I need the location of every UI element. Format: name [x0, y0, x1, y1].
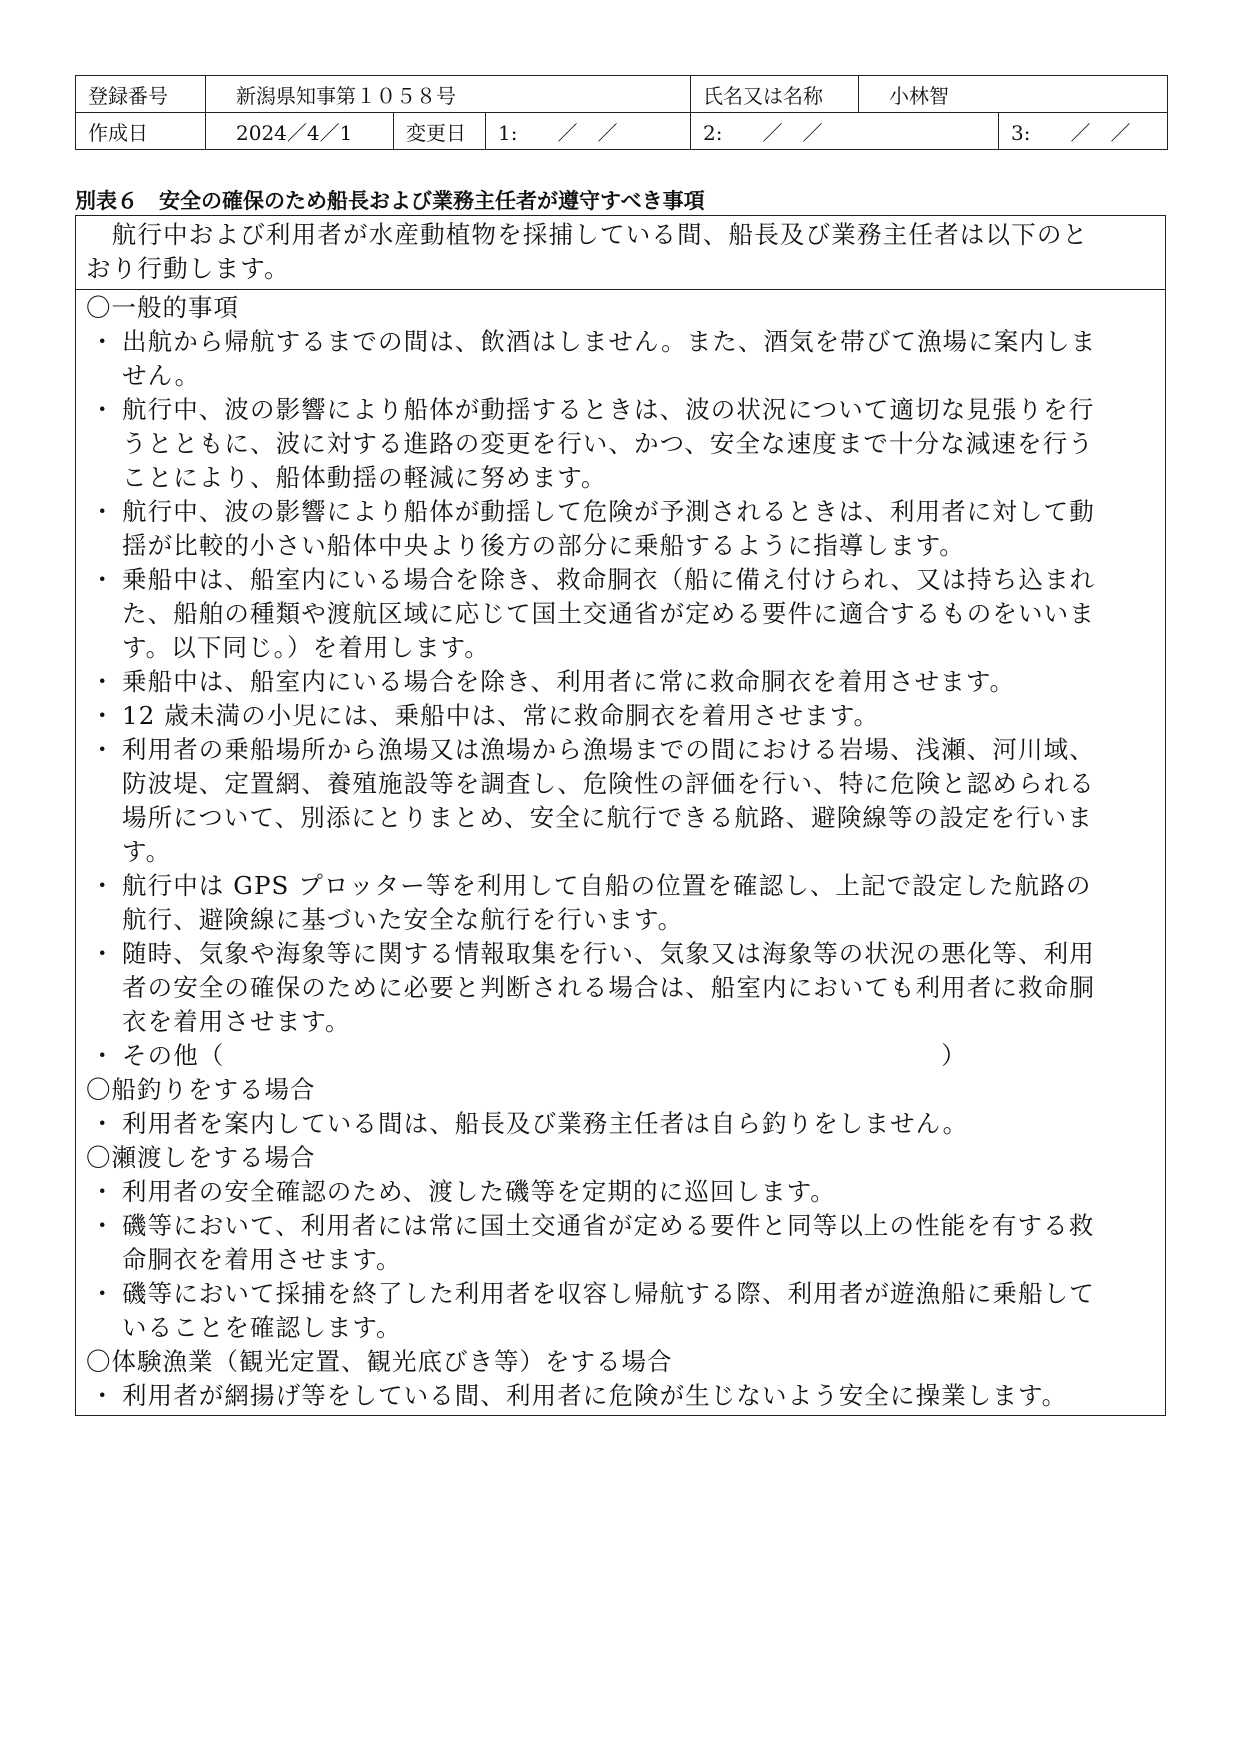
section-heading: 〇体験漁業（観光定置、観光底びき等）をする場合 — [86, 1347, 673, 1376]
bullet-icon: ・ — [90, 1177, 115, 1206]
bullet-icon: ・ — [90, 395, 115, 424]
created-date-value: 2024／4／1 — [206, 113, 394, 150]
bullet-icon: ・ — [90, 735, 115, 764]
bullet-icon: ・ — [90, 1109, 115, 1138]
intro-paragraph — [76, 216, 1165, 290]
bullet-icon: ・ — [90, 1381, 115, 1410]
rule-text-line: 出航から帰航するまでの間は、飲酒はしません。また、酒気を帯びて漁場に案内しま — [122, 327, 1097, 356]
rule-text-line: ことにより、船体動揺の軽減に努めます。 — [122, 463, 607, 492]
rule-text-line: 揺が比較的小さい船体中央より後方の部分に乗船するように指導します。 — [122, 531, 965, 560]
rule-text-line: 乗船中は、船室内にいる場合を除き、救命胴衣（船に備え付けられ、又は持ち込まれ — [122, 565, 1096, 594]
rule-item — [86, 665, 1155, 699]
rule-text — [122, 1379, 1155, 1413]
rule-text-line: うとともに、波に対する進路の変更を行い、かつ、安全な速度まで十分な減速を行う — [122, 429, 1094, 458]
rule-text — [122, 563, 1155, 665]
bullet-icon: ・ — [90, 1211, 115, 1240]
bullet-icon: ・ — [90, 497, 115, 526]
rule-text-line: 航行中、波の影響により船体が動揺するときは、波の状況について適切な見張りを行 — [122, 395, 1095, 424]
rule-text-line: た、船舶の種類や渡航区域に応じて国土交通省が定める要件に適合するものをいいま — [122, 599, 1095, 628]
rule-text-line: 航行中、波の影響により船体が動揺して危険が予測されるときは、利用者に対して動 — [122, 497, 1095, 526]
rule-item — [86, 1209, 1155, 1277]
rule-text — [122, 495, 1155, 563]
rule-text-line: 12 歳未満の小児には、乗船中は、常に救命胴衣を着用させます。 — [122, 701, 880, 730]
bullet-icon: ・ — [90, 871, 115, 900]
rule-text — [122, 699, 1155, 733]
change-date-1: 1: ／ ／ — [486, 113, 691, 150]
rule-text-line: 磯等において採捕を終了した利用者を収容し帰航する際、利用者が遊漁船に乗船して — [122, 1279, 1095, 1308]
name-value: 小林智 — [859, 76, 1168, 113]
bullet-icon: ・ — [90, 565, 115, 594]
bullet-icon: ・ — [90, 939, 115, 968]
rule-text — [122, 869, 1155, 937]
rule-text — [122, 733, 1155, 869]
rules-box — [75, 215, 1166, 1416]
rule-text — [122, 325, 1155, 393]
rule-text — [122, 1277, 1155, 1345]
change-date-2: 2: ／ ／ — [691, 113, 999, 150]
rule-item — [86, 325, 1155, 393]
bullet-icon: ・ — [90, 1279, 115, 1308]
header-row-2 — [76, 113, 1168, 150]
rule-text-line: 航行中は GPS プロッター等を利用して自船の位置を確認し、上記で設定した航路の — [122, 871, 1092, 900]
rule-item — [86, 495, 1155, 563]
bullet-icon: ・ — [90, 1041, 115, 1070]
rule-text-line: いることを確認します。 — [122, 1313, 402, 1342]
bullet-icon: ・ — [90, 701, 115, 730]
bullet-icon: ・ — [90, 327, 115, 356]
rule-text-line: 随時、気象や海象等に関する情報取集を行い、気象又は海象等の状況の悪化等、利用 — [122, 939, 1095, 968]
name-label: 氏名又は名称 — [691, 76, 859, 113]
rule-text — [122, 1209, 1155, 1277]
rule-text-line: 利用者を案内している間は、船長及び業務主任者は自ら釣りをしません。 — [122, 1109, 969, 1138]
section-heading: 〇瀬渡しをする場合 — [86, 1143, 316, 1172]
intro-line: おり行動します。 — [86, 254, 290, 283]
document-page — [75, 75, 1167, 1416]
rule-text — [122, 1175, 1155, 1209]
rule-text-line: す。 — [122, 837, 172, 866]
rule-text-line: せん。 — [122, 361, 201, 390]
rule-text-line: 乗船中は、船室内にいる場合を除き、利用者に常に救命胴衣を着用させます。 — [122, 667, 1016, 696]
rule-text — [122, 393, 1155, 495]
rule-text — [122, 1039, 1155, 1073]
rule-text — [122, 937, 1155, 1039]
change-date-label: 変更日 — [394, 113, 486, 150]
rule-text-line: 者の安全の確保のために必要と判断される場合は、船室内においても利用者に救命胴 — [122, 973, 1095, 1002]
section-heading: 〇一般的事項 — [86, 293, 239, 322]
rule-item — [86, 937, 1155, 1039]
rule-text — [122, 665, 1155, 699]
registration-number-value: 新潟県知事第１０５８号 — [206, 76, 691, 113]
created-date-label: 作成日 — [76, 113, 206, 150]
change-date-3: 3: ／ ／ — [999, 113, 1168, 150]
rule-text-line: 場所について、別添にとりまとめ、安全に航行できる航路、避険線等の設定を行いま — [122, 803, 1093, 832]
rule-item — [86, 1107, 1155, 1141]
rule-item — [86, 1277, 1155, 1345]
registration-number-label: 登録番号 — [76, 76, 206, 113]
rule-text-line: 磯等において、利用者には常に国土交通省が定める要件と同等以上の性能を有する救 — [122, 1211, 1095, 1240]
rule-text-line: す。以下同じ。）を着用します。 — [122, 633, 490, 662]
header-row-1 — [76, 76, 1168, 113]
registration-header-table — [75, 75, 1168, 150]
intro-line: 航行中および利用者が水産動植物を採捕している間、船長及び業務主任者は以下のと — [86, 220, 1089, 249]
bullet-icon: ・ — [90, 667, 115, 696]
rule-item — [86, 699, 1155, 733]
rule-text-line: 防波堤、定置網、養殖施設等を調査し、危険性の評価を行い、特に危険と認められる — [122, 769, 1095, 798]
rule-item — [86, 733, 1155, 869]
rule-text-line: その他（ ） — [122, 1041, 967, 1070]
rule-text-line: 命胴衣を着用させます。 — [122, 1245, 402, 1274]
rule-item — [86, 393, 1155, 495]
appendix-title: 別表６ 安全の確保のため船長および業務主任者が遵守すべき事項 — [75, 189, 705, 213]
rule-item — [86, 1175, 1155, 1209]
rule-text-line: 航行、避険線に基づいた安全な航行を行います。 — [122, 905, 684, 934]
rule-item — [86, 563, 1155, 665]
rule-item — [86, 869, 1155, 937]
rules-content — [76, 290, 1165, 1415]
section-heading: 〇船釣りをする場合 — [86, 1075, 316, 1104]
rule-item — [86, 1379, 1155, 1413]
rule-text — [122, 1107, 1155, 1141]
rule-text-line: 利用者の安全確認のため、渡した磯等を定期的に巡回します。 — [122, 1177, 836, 1206]
rule-text-line: 衣を着用させます。 — [122, 1007, 351, 1036]
rule-text-line: 利用者が網揚げ等をしている間、利用者に危険が生じないよう安全に操業します。 — [122, 1381, 1068, 1410]
rule-item — [86, 1039, 1155, 1073]
rule-text-line: 利用者の乗船場所から漁場又は漁場から漁場までの間における岩場、浅瀬、河川域、 — [122, 735, 1095, 764]
